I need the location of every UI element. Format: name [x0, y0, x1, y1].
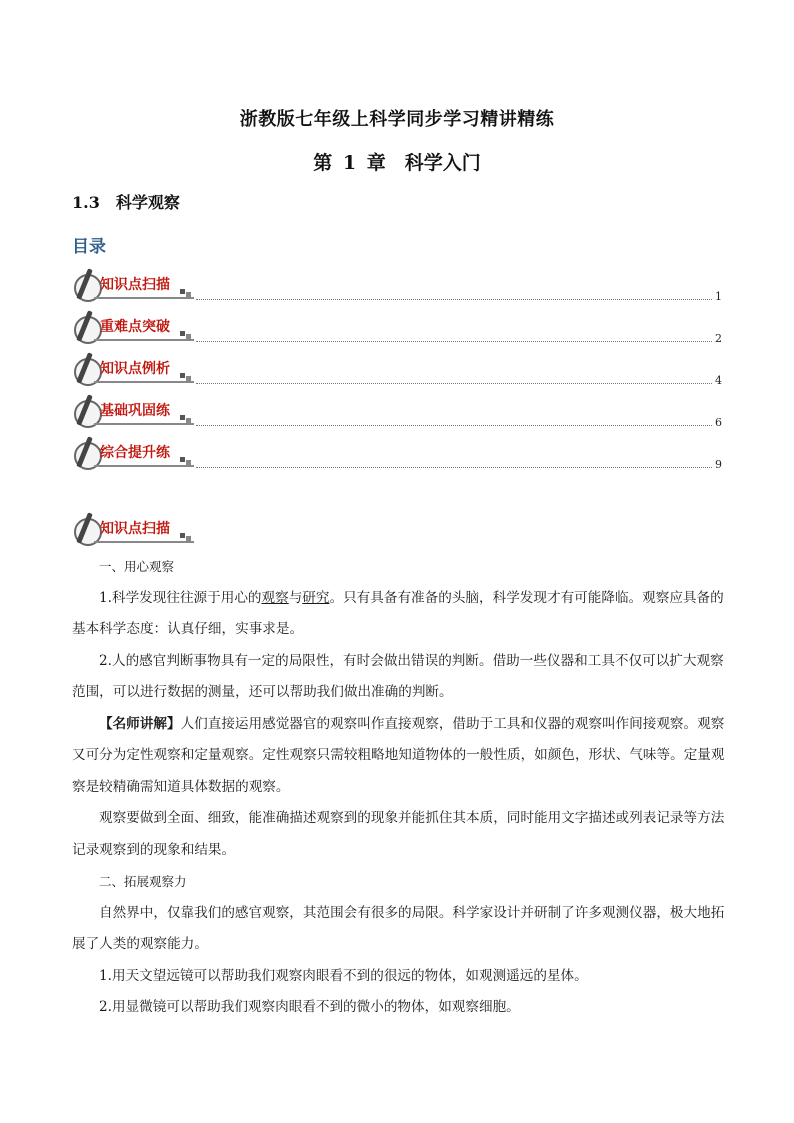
- underlined-term: 观察: [261, 589, 289, 606]
- toc-entry-comprehensive-practice[interactable]: [72, 438, 722, 478]
- toc-leader-dots: [196, 383, 712, 384]
- underlined-term: 研究: [302, 589, 330, 606]
- paragraph-1: [72, 583, 732, 646]
- toc-leader-dots: [196, 467, 712, 468]
- section-title: 1.3 科学观察: [72, 193, 180, 212]
- badge-square-icon: [180, 457, 185, 462]
- paragraph-4: 观察要做到全面、细致，能准确描述观察到的现象并能抓住其本质，同时能用文字描述或列表记录等方法记录观察到的现象和结果。: [72, 810, 725, 858]
- toc-entry-label: 综合提升练: [100, 445, 170, 461]
- teacher-note-tag: 【名师讲解】: [99, 715, 181, 732]
- toc-page-number: 2: [715, 332, 722, 345]
- toc-leader-dots: [196, 299, 712, 300]
- toc-entry-examples[interactable]: [72, 354, 722, 394]
- paragraph-2: 2.人的感官判断事物具有一定的局限性，有时会做出错误的判断。借助一些仪器和工具不仅可以扩大观察范围，可以进行数据的测量，还可以帮助我们做出准确的判断。: [72, 652, 724, 700]
- badge-underline: [94, 339, 194, 341]
- paragraph-3: [72, 709, 732, 804]
- document-title: 浙教版七年级上科学同步学习精讲精练: [239, 109, 555, 130]
- body-content: [72, 551, 732, 1024]
- badge-underline: [94, 423, 194, 425]
- toc-entry-label: 基础巩固练: [100, 403, 170, 419]
- subheading-extend: 二、拓展观察力: [99, 874, 187, 889]
- badge-square-icon: [180, 533, 185, 538]
- toc-badge: [72, 438, 197, 472]
- toc-entry-basic-practice[interactable]: [72, 396, 722, 436]
- badge-underline: [94, 297, 194, 299]
- toc-heading: 目录: [72, 237, 106, 257]
- toc-entry-knowledge-scan[interactable]: [72, 270, 722, 310]
- badge-square-icon: [186, 536, 191, 541]
- toc-entry-label: 知识点例析: [100, 361, 170, 377]
- toc-badge: [72, 270, 197, 304]
- toc-page-number: 6: [715, 416, 722, 429]
- badge-square-icon: [186, 460, 191, 465]
- toc-badge: [72, 354, 197, 388]
- toc-page-number: 4: [715, 374, 722, 387]
- toc-leader-dots: [196, 425, 712, 426]
- section-badge: [72, 514, 197, 548]
- badge-square-icon: [186, 334, 191, 339]
- text-span: 人们直接运用感觉器官的观察叫作直接观察，借助于工具和仪器的观察叫作间接观察。观察又可分为定性观察和定量观察。定性观察只需较粗略地知道物体的一般性质，如颜色，形状、气味等。定量观察是较精确需知道具体数据的观察。: [72, 715, 725, 795]
- text-span: 与: [288, 589, 303, 606]
- toc-badge: [72, 396, 197, 430]
- badge-square-icon: [186, 376, 191, 381]
- badge-square-icon: [180, 331, 185, 336]
- toc-page-number: 1: [715, 290, 722, 303]
- badge-square-icon: [180, 415, 185, 420]
- badge-underline: [94, 381, 194, 383]
- badge-underline: [94, 465, 194, 467]
- badge-square-icon: [186, 418, 191, 423]
- badge-underline: [94, 541, 194, 543]
- toc-entry-label: 重难点突破: [100, 319, 170, 335]
- text-span: 1.科学发现往往源于用心的: [99, 589, 262, 606]
- toc-leader-dots: [196, 341, 712, 342]
- section-badge-knowledge-scan: [72, 514, 202, 550]
- toc-badge: [72, 312, 197, 346]
- badge-square-icon: [180, 373, 185, 378]
- paragraph-7: 2.用显微镜可以帮助我们观察肉眼看不到的微小的物体，如观察细胞。: [99, 999, 520, 1015]
- chapter-title: 第 1 章 科学入门: [313, 152, 481, 174]
- toc-page-number: 9: [715, 458, 722, 471]
- paragraph-5: 自然界中，仅靠我们的感官观察，其范围会有很多的局限。科学家设计并研制了许多观测仪器，极大地拓展了人类的观察能力。: [72, 904, 725, 952]
- toc-entry-key-points[interactable]: [72, 312, 722, 352]
- subheading-observe: 一、用心观察: [99, 559, 175, 574]
- toc-entry-label: 知识点扫描: [100, 277, 170, 293]
- text-span: 。只有具备有准备的头脑，科学发现才有可能降临。观察应具备的基本科学态度：认真仔细，实事求是。: [72, 589, 724, 637]
- badge-square-icon: [180, 289, 185, 294]
- section-badge-label: 知识点扫描: [100, 521, 170, 537]
- paragraph-6: 1.用天文望远镜可以帮助我们观察肉眼看不到的很远的物体，如观测遥远的星体。: [99, 967, 588, 984]
- badge-square-icon: [186, 292, 191, 297]
